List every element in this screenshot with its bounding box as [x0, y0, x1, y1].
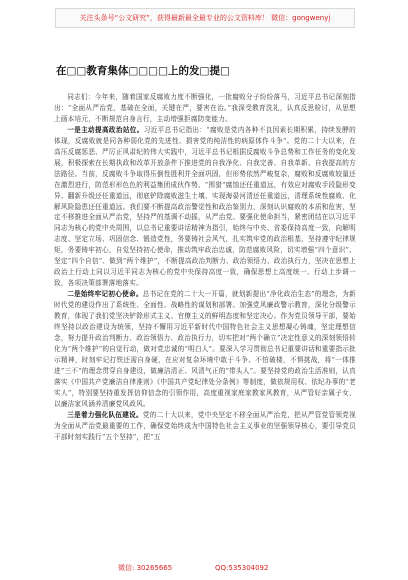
paragraph-lead: 一是主动提高政治站位。 [67, 125, 144, 134]
paragraph-text: 同志们：今年来，随着国家反腐败力度不断强化，一批腐败分子纷纷落马，习近平总书记深刻指出：“全面从严治党，基础在全面，关键在严，要害在治。”我深受教育洗礼，认真反思检讨，从思想上画本培元，不断规范自身言行，主动增强拒腐防变能力。 [54, 93, 356, 123]
page-footer [0, 562, 408, 574]
document-body [54, 92, 356, 540]
paragraph-intro [54, 92, 356, 125]
footer-wechat: 微信: 30265665 [118, 564, 173, 572]
paragraph-text: 总书记在党的二十大一开篇，就划新提出“净化政治生态”的理念，为新时代党的建设作出了系统性、全面性、战略性的谋划和部署。加强党风廉政警示教育，深化分级警示教育，体现了我们党坚决铲除形式主义、官僚主义的鲜明态度和坚定决心。作为党员领导干部，要始终坚持以政治建设为统领，坚持不懈用习近平新时代中国特色社会主义思想凝心铸魂，坚定理想信念，努力提升政治判断力、政治领悟力、政治执行力，切实把对“两个确立”决定性意义的深刻领悟转化为“两个维护”的自觉行动，做对党忠诚的“明白人”。要深入学习贯彻总书记重要讲话和重要指示批示精神，时刻牢记打铁还需自身硬，在应对复杂环境中敢于斗争、不怕破楼，不惧挑战，将“一体推进”三不“的理念贯穿自身建设，做廉洁清正、风清气正的“带头人”。要坚持党的政治生活准则，认真落实《中国共产党廉洁自律准则》《中国共产党纪律处分条例》等制度，做依规用权、依纪办事的“老实人”，特别要坚持重发挥信仰信念的引领作用，高度重视家庭家教家风教育，从严管好亲属子女，以廉洁家风涵养清廉党风政风。 [54, 290, 356, 408]
paragraph-1 [54, 125, 356, 289]
paragraph-text: 党的二十大以来，党中央坚定不移全面从严治党，把从严管党管领党视为全面从严治党最重要的工作，确保党始终成为中国特色社会主义事业的坚强领导核心，要引导党员干部时刻实践行“五个坚持”，把“五 [54, 410, 356, 441]
paragraph-2 [54, 289, 356, 409]
paragraph-lead: 三是着力强化队伍建设。 [67, 410, 143, 419]
paragraph-text: 习近平总书记指出：“腐败是党内各种不良因素长期积累，持续发酵的体现，反腐败就是同各种弱化党的先进性、损害党的纯洁性的病原体作斗争”。党的二十大以来，在高压反腐惩恶、严厉正风肃纪的伟大实践中，习近平总书记根据反腐败斗争总势和工作任务的变化发展，积极探索在长期执政和改革开放条件下推进党的自我净化、自我完善、自我革新、自我提高的方法路径。当前，反腐败斗争取得压倒性胜利并全面巩固，但形势依然严峻复杂，腐败和反腐败较量还在激烈进行，防范形形色色的利益集团成伙作势、“围猎”腐蚀还任重道远，有效应对腐败手段隐形变异、翻新升级还任重道远，彻底铲除腐败滋生土壤、实现海晏河清还任重道远，清理系统性腐败、化解风险隐患还任重道远。我们要不断提高政治警觉性和政治鉴别力，深刻认识腐败的本质和危害，坚定不移推进全面从严治党，坚持严的基调不动摇，从严治党。要强化使命担当，紧密团结在以习近平同志为核心的党中央周围，以总书记重要讲话精神为指引，始终与中央、省委保持高度一致，向解明志度、坚定立场、巩固信念、锻造党性，务要铸社会风气，扎实筑牢党的政治根基，坚持遵守纪律规矩，务要铸牢初心，自觉坚持初心使命，推动筑牢政治忠诚，防范腐败风险，切实增强“四个意识”、坚定“四个自信”、做到“两个维护”，不断提高政治判断力、政治领悟力、政治执行力，坚决在思想上政治上行动上同以习近平同志为核心的党中央保持高度一致，确保思想上高度统一、行动上步调一致，各项决策部署落地落实。 [54, 125, 356, 288]
promo-banner: 关注头条号“公文研究”，获得最新最全最专业的公文资料库！ 微信：gongwenyj [55, 8, 355, 28]
document-title: 在□□教育集体□□□□上的发□提□ [56, 65, 230, 77]
paragraph-3 [54, 410, 356, 443]
footer-qq: QQ:535304092 [215, 564, 269, 572]
paragraph-lead: 二是始终牢记初心使命。 [67, 290, 143, 299]
